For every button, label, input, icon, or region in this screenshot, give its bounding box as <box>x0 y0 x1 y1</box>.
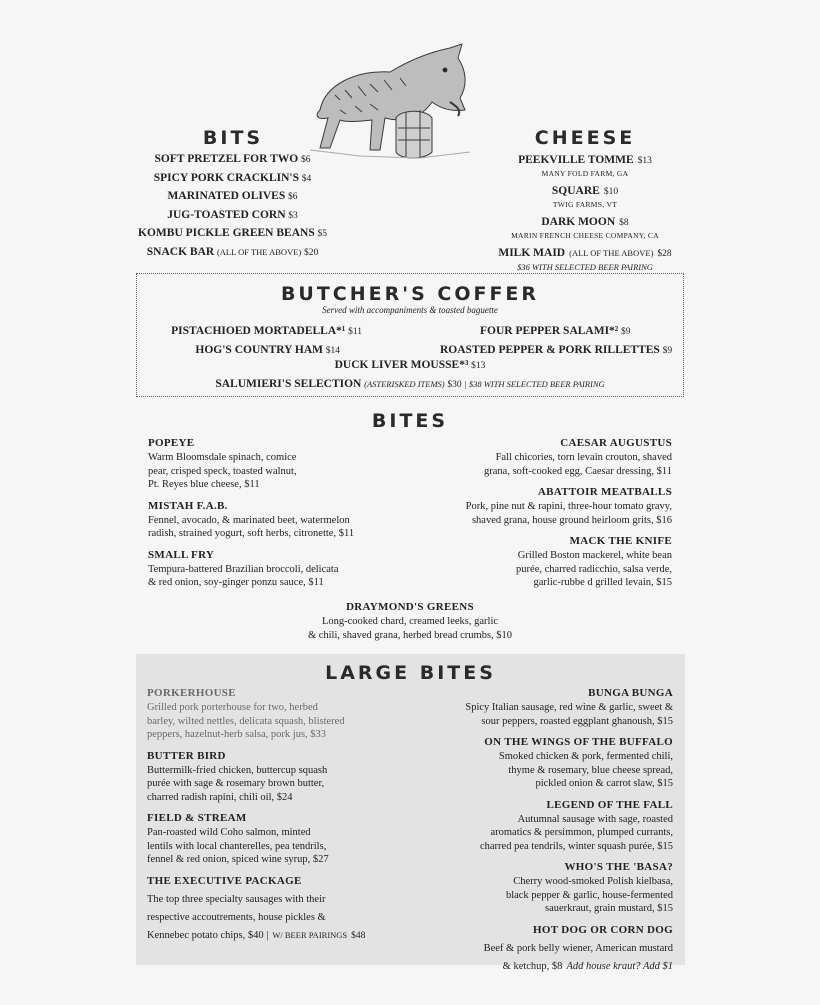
menu-item: BUNGA BUNGA Spicy Italian sausage, red wine & garlic, sweet & sour peppers, roasted eggplant ghanoush, $15 <box>465 687 673 727</box>
menu-item: LEGEND OF THE FALL Autumnal sausage with sage, roasted aromatics & persimmon, plumped currants, charred pea tendrils, winter squash purée, $15 <box>479 798 673 852</box>
bites-right-column <box>402 436 672 597</box>
cheese-origin: TWIG FARMS, VT <box>552 200 618 209</box>
list-item: DARK MOON $8 <box>541 216 629 228</box>
list-item: ROASTED PEPPER & PORK RILLETTES $9 <box>440 343 673 356</box>
cheese-list <box>475 152 695 273</box>
list-item: JUG-TOASTED CORN $3 <box>167 208 298 221</box>
list-item: KOMBU PICKLE GREEN BEANS $5 <box>138 227 327 240</box>
menu-item: ON THE WINGS OF THE BUFFALO Smoked chicken & pork, fermented chili, thyme & rosemary, blue cheese spread, pickled onion & carrot slaw, $15 <box>484 736 673 789</box>
coffer-left-list <box>140 323 362 360</box>
menu-item: PORKERHOUSE Grilled pork porterhouse for two, herbed barley, wilted nettles, delicata squash, blistered peppers, hazelnut-herb salsa, pork jus, $33 <box>147 687 345 740</box>
menu-item: WHO'S THE 'BASA? Cherry wood-smoked Polish kielbasa, black pepper & garlic, house-fermented sauerkraut, grain mustard, $15 <box>505 861 673 914</box>
list-item: PISTACHIOED MORTADELLA*¹ $11 <box>171 325 362 337</box>
list-item: DUCK LIVER MOUSSE*³ $13 <box>334 359 486 371</box>
coffer-subtitle: Served with accompaniments & toasted baguette <box>322 305 498 315</box>
bits-list <box>130 151 335 263</box>
list-item: PEEKVILLE TOMME $13 <box>518 154 652 166</box>
large-bites-heading: LARGE BITES <box>325 662 496 684</box>
draymonds-greens: DRAYMOND'S GREENS Long-cooked chard, creamed leeks, garlic & chili, shaved grana, herbed bread crumbs, $10 <box>307 601 513 641</box>
large-bites-left-column <box>147 686 422 950</box>
coffer-heading: BUTCHER'S COFFER <box>280 283 540 305</box>
menu-item: SMALL FRY Tempura-battered Brazilian broccoli, delicata & red onion, soy-ginger ponzu sauce, $11 <box>148 548 339 588</box>
cheese-heading: CHEESE <box>534 127 636 149</box>
bites-left-column <box>148 436 418 597</box>
large-bites-right-column <box>398 686 673 981</box>
list-item: SNACK BAR (ALL OF THE ABOVE) $20 <box>146 245 319 258</box>
cheese-origin: MARIN FRENCH CHEESE COMPANY, CA <box>511 231 659 240</box>
coffer-center <box>136 357 684 394</box>
menu-item: CAESAR AUGUSTUS Fall chicories, torn levain crouton, shaved grana, soft-cooked egg, Caesar dressing, $11 <box>484 437 672 477</box>
coffer-right-list <box>440 323 680 360</box>
menu-item: POPEYE Warm Bloomsdale spinach, comice pear, crisped speck, toasted walnut, Pt. Reyes blue cheese, $11 <box>148 437 297 490</box>
bits-heading: BITS <box>202 127 264 149</box>
list-item: SOFT PRETZEL FOR TWO $6 <box>154 153 311 165</box>
bites-heading: BITES <box>371 410 449 432</box>
menu-item: FIELD & STREAM Pan-roasted wild Coho salmon, minted lentils with local chanterelles, pea tendrils, fennel & red onion, spiced wine syrup, $27 <box>147 812 329 865</box>
list-item: SPICY PORK CRACKLIN'S $4 <box>153 171 312 184</box>
salumieri-selection: SALUMIERI'S SELECTION (ASTERISKED ITEMS) $30 | $38 WITH SELECTED BEER PAIRING <box>215 377 605 390</box>
menu-item: MACK THE KNIFE Grilled Boston mackerel, white bean purée, charred radicchio, salsa verde, garlic-rubbe d grilled levain, $15 <box>516 535 672 588</box>
menu-item: ABATTOIR MEATBALLS Pork, pine nut & rapini, three-hour tomato gravy, shaved grana, house ground heirloom grits, $16 <box>465 486 672 526</box>
list-item: FOUR PEPPER SALAMI*² $9 <box>480 325 631 337</box>
list-item: HOG'S COUNTRY HAM $14 <box>195 343 340 356</box>
list-item: MILK MAID (ALL OF THE ABOVE) $28 <box>498 247 672 259</box>
cheese-pairing: $36 WITH SELECTED BEER PAIRING <box>517 262 653 272</box>
boar-illustration-icon <box>300 40 480 165</box>
menu-item: BUTTER BIRD Buttermilk-fried chicken, buttercup squash purée with sage & rosemary brown butter, charred radish rapini, chili oil, $24 <box>147 749 328 803</box>
list-item: SQUARE $10 <box>551 185 619 197</box>
menu-item: HOT DOG OR CORN DOG Beef & pork belly wiener, American mustard & ketchup, $8 Add house kraut? Add $1 <box>483 923 673 972</box>
menu-item: THE EXECUTIVE PACKAGE The top three specialty sausages with their respective accoutrements, house pickles & Kennebec potato chips, $40 | W/ BEER PAIRINGS $48 <box>147 874 366 941</box>
list-item: MARINATED OLIVES $6 <box>167 190 298 203</box>
cheese-origin: MANY FOLD FARM, GA <box>541 169 629 178</box>
menu-item: MISTAH F.A.B. Fennel, avocado, & marinated beet, watermelon radish, strained yogurt, soft herbs, citronette, $11 <box>148 499 355 539</box>
